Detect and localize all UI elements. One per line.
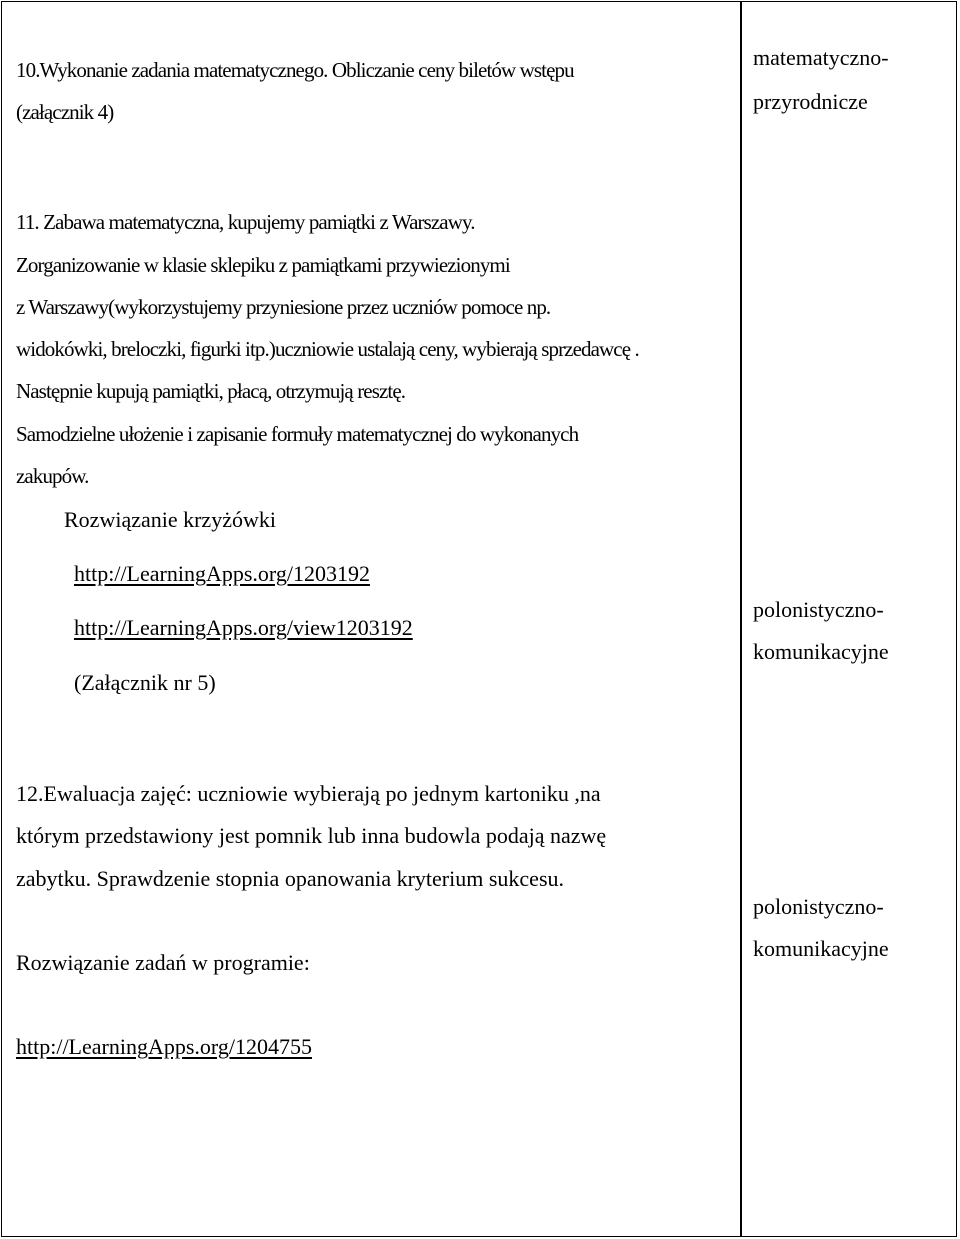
item12-text-line3: zabytku. Sprawdzenie stopnia opanowania kryterium sukcesu.	[16, 866, 565, 891]
column-divider	[740, 1, 742, 1237]
item11-text-line3: z Warszawy(wykorzystujemy przyniesione przez uczniów pomoce np.	[16, 295, 551, 319]
category1-line2: przyrodnicze	[753, 89, 868, 114]
crossword-label: Rozwiązanie krzyżówki	[64, 507, 276, 532]
attachment-label: (Załącznik nr 5)	[74, 670, 216, 695]
item11-text-line5: Następnie kupują pamiątki, płacą, otrzymują resztę.	[16, 379, 406, 403]
category2-line1: polonistyczno-	[753, 597, 884, 622]
learningapps-link-1203192[interactable]: http://LearningApps.org/1203192	[74, 561, 370, 586]
item10-text-line2: (załącznik 4)	[16, 100, 114, 124]
item11-text-line7: zakupów.	[16, 464, 89, 488]
item10-text-line1: 10.Wykonanie zadania matematycznego. Obliczanie ceny biletów wstępu	[16, 58, 574, 82]
learningapps-link-view1203192[interactable]: http://LearningApps.org/view1203192	[74, 615, 413, 640]
category3-line1: polonistyczno-	[753, 894, 884, 919]
category3-line2: komunikacyjne	[753, 936, 889, 961]
item12-text-line1: 12.Ewaluacja zajęć: uczniowie wybierają po jednym kartoniku ,na	[16, 781, 601, 806]
item12-text-line2: którym przedstawiony jest pomnik lub inna budowla podają nazwę	[16, 823, 607, 848]
item11-text-line4: widokówki, breloczki, figurki itp.)uczniowie ustalają ceny, wybierają sprzedawcę .	[16, 337, 639, 361]
learningapps-link-1204755[interactable]: http://LearningApps.org/1204755	[16, 1034, 312, 1059]
category1-line1: matematyczno-	[753, 45, 889, 70]
item11-text-line2: Zorganizowanie w klasie sklepiku z pamiątkami przywiezionymi	[16, 253, 510, 277]
program-label: Rozwiązanie zadań w programie:	[16, 950, 310, 975]
item11-text-line6: Samodzielne ułożenie i zapisanie formuły matematycznej do wykonanych	[16, 422, 579, 446]
category2-line2: komunikacyjne	[753, 639, 889, 664]
item11-text-line1: 11. Zabawa matematyczna, kupujemy pamiątki z Warszawy.	[16, 210, 475, 234]
